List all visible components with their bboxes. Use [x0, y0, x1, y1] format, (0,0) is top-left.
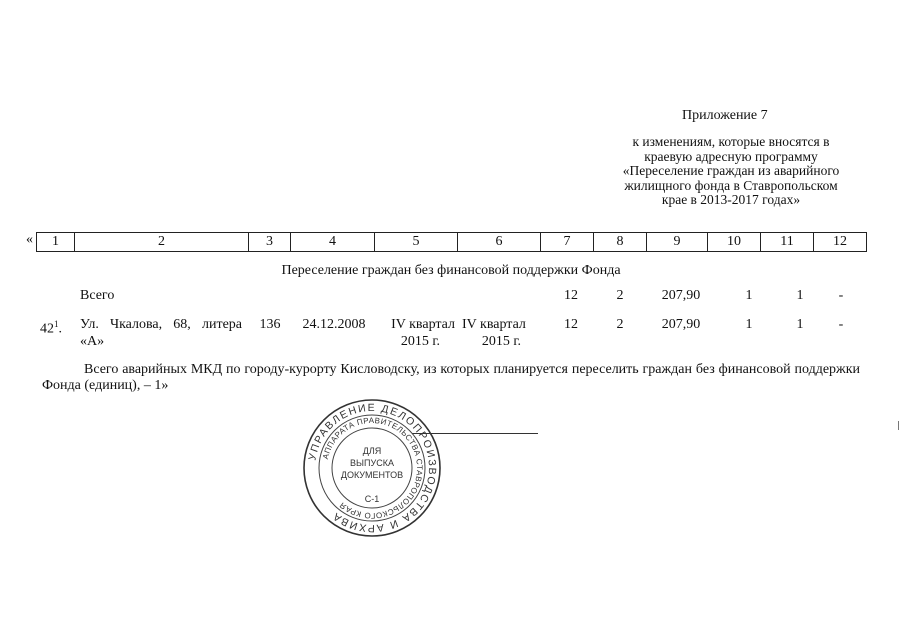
stamp-outer-text: УПРАВЛЕНИЕ ДЕЛОПРОИЗВОДСТВА И АРХИВА [306, 401, 439, 535]
total-c7: 12 [564, 288, 578, 303]
official-stamp [302, 398, 442, 543]
row-c7: 12 [564, 317, 578, 332]
column-number: 1 [37, 233, 75, 252]
row-c5-line2: 2015 г. [400, 334, 440, 349]
section-title: Переселение граждан без финансовой поддержки Фонда [281, 263, 621, 278]
column-number: 8 [594, 233, 647, 252]
stamp-center-line3: ДОКУМЕНТОВ [340, 470, 404, 480]
stamp-center-line1: ДЛЯ [362, 446, 382, 456]
column-number: 2 [75, 233, 249, 252]
column-number: 7 [541, 233, 594, 252]
address-line-2: «А» [80, 334, 105, 349]
opening-quote: « [26, 232, 33, 247]
total-c9: 207,90 [661, 288, 701, 303]
appendix-subtitle-line: к изменениям, которые вносятся в [632, 134, 830, 149]
column-number-header [36, 232, 867, 252]
total-c8: 2 [616, 288, 624, 303]
column-number: 11 [761, 233, 814, 252]
appendix-subtitle-line: краевую адресную программу [644, 148, 818, 164]
svg-text:АППАРАТА ПРАВИТЕЛЬСТВА СТАВРОП [321, 416, 424, 520]
total-c11: 1 [796, 288, 804, 303]
stamp-inner-text: АППАРАТА ПРАВИТЕЛЬСТВА СТАВРОПОЛЬСКОГО КРАЯ [320, 415, 425, 521]
row-c3: 136 [259, 317, 281, 332]
column-number: 3 [249, 233, 291, 252]
edge-mark [898, 421, 899, 430]
total-c12: - [838, 288, 844, 303]
column-number: 10 [708, 233, 761, 252]
column-number: 5 [375, 233, 458, 252]
column-number: 4 [291, 233, 375, 252]
row-c4: 24.12.2008 [302, 317, 366, 332]
appendix-subtitle-line: крае в 2013-2017 годах» [661, 192, 801, 207]
appendix-subtitle-line: «Переселение граждан из аварийного [622, 163, 840, 178]
row-number: $42^1$. [40, 319, 62, 337]
row-c5-line1: IV квартал [391, 317, 455, 332]
summary-paragraph: Всего аварийных МКД по городу-курорту Кисловодску, из которых планируется переселить граждан без финансовой поддержки Фонда (единиц), – 1» [42, 362, 860, 393]
total-label: Всего [80, 288, 115, 303]
appendix-title: Приложение 7 [682, 108, 768, 123]
appendix-subtitle-line: жилищного фонда в Ставропольском [624, 177, 838, 193]
row-c11: 1 [796, 317, 804, 332]
row-c6-line1: IV квартал [462, 317, 526, 332]
row-c9: 207,90 [661, 317, 701, 332]
appendix-subtitle [600, 135, 862, 208]
stamp-center-line2: ВЫПУСКА [350, 458, 394, 468]
column-number: 6 [458, 233, 541, 252]
row-c10: 1 [745, 317, 753, 332]
row-c8: 2 [616, 317, 624, 332]
row-c6-line2: 2015 г. [481, 334, 521, 349]
address-line-1: Ул. Чкалова, 68, литера [80, 317, 242, 332]
total-c10: 1 [745, 288, 753, 303]
row-c12: - [838, 317, 844, 332]
column-number: 12 [814, 233, 867, 252]
column-number: 9 [647, 233, 708, 252]
stamp-seal-icon [302, 398, 442, 538]
stamp-code: С-1 [364, 494, 380, 504]
